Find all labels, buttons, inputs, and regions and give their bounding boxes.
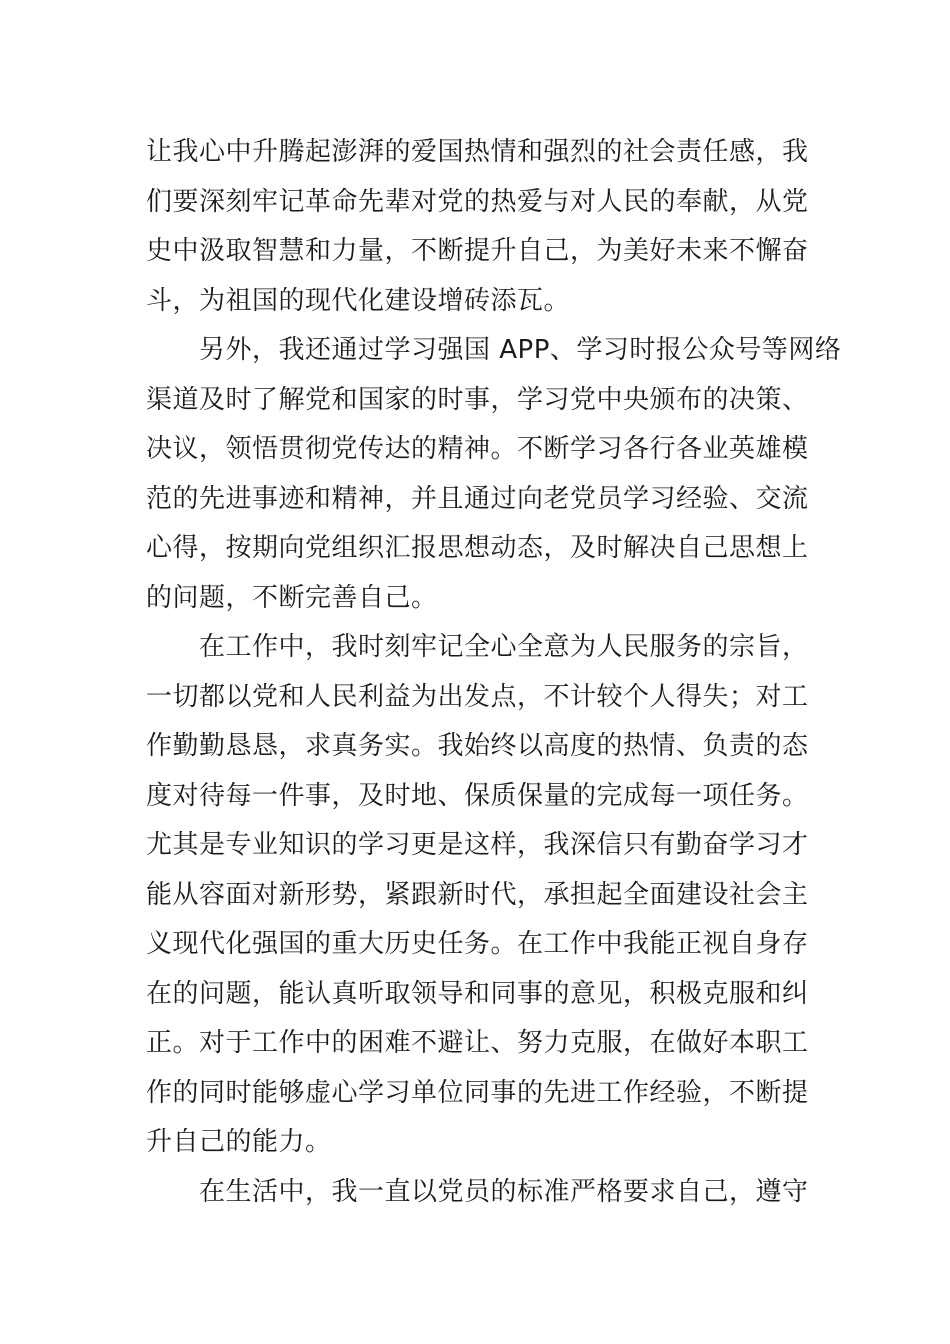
text-line: 渠道及时了解党和国家的时事，学习党中央颁布的决策、 [146, 384, 809, 415]
text-line: 史中汲取智慧和力量，不断提升自己，为美好未来不懈奋 [146, 236, 809, 266]
paragraph-3 [146, 623, 809, 1168]
text-line: 范的先进事迹和精神，并且通过向老党员学习经验、交流 [146, 483, 809, 514]
text-line: 义现代化强国的重大历史任务。在工作中我能正视自身存 [146, 929, 809, 959]
paragraph-2 [146, 326, 842, 623]
text-line: 心得，按期向党组织汇报思想动态，及时解决自己思想上 [146, 533, 809, 563]
text-line: 在的问题，能认真听取领导和同事的意见，积极克服和纠 [146, 978, 809, 1009]
text-line: 在生活中，我一直以党员的标准严格要求自己，遵守 [199, 1176, 809, 1207]
text-line: 在工作中，我时刻牢记全心全意为人民服务的宗旨， [199, 632, 809, 662]
text-line: 正。对于工作中的困难不避让、努力克服，在做好本职工 [146, 1028, 809, 1058]
text-line: 升自己的能力。 [146, 1127, 332, 1157]
text-line: 们要深刻牢记革命先辈对党的热爱与对人民的奉献，从党 [146, 186, 809, 217]
text-line: 作勤勤恳恳，求真务实。我始终以高度的热情、负责的态 [146, 731, 809, 761]
text-line: 尤其是专业知识的学习更是这样，我深信只有勤奋学习才 [146, 830, 809, 860]
text-line: 度对待每一件事，及时地、保质保量的完成每一项任务。 [146, 780, 809, 811]
text-line: 斗，为祖国的现代化建设增砖添瓦。 [146, 285, 571, 316]
text-line: 让我心中升腾起澎湃的爱国热情和强烈的社会责任感，我 [146, 137, 809, 167]
text-line: 的问题，不断完善自己。 [146, 582, 438, 613]
text-line: 另外，我还通过学习强国 APP、学习时报公众号等网络 [199, 335, 842, 365]
paragraph-4 [146, 1168, 809, 1218]
text-line: 一切都以党和人民利益为出发点，不计较个人得失；对工 [146, 681, 809, 712]
text-line: 作的同时能够虚心学习单位同事的先进工作经验，不断提 [146, 1077, 809, 1108]
document-body [146, 128, 842, 1217]
text-line: 决议，领悟贯彻党传达的精神。不断学习各行各业英雄模 [146, 434, 809, 464]
paragraph-1 [146, 128, 809, 326]
text-line: 能从容面对新形势，紧跟新时代，承担起全面建设社会主 [146, 879, 809, 910]
